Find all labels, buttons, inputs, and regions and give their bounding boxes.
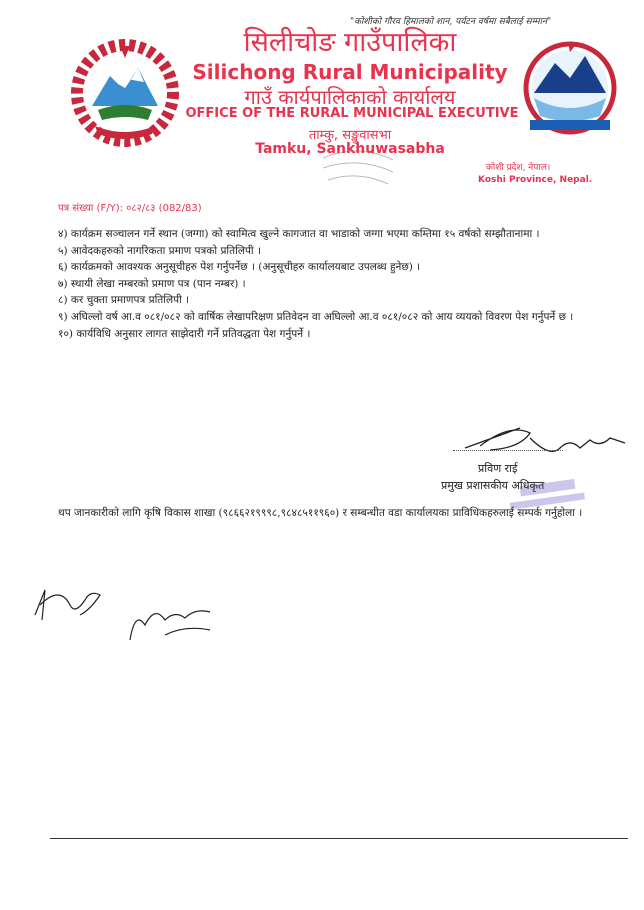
list-item: ८) कर चुक्ता प्रमाणपत्र प्रतिलिपी । [58,294,190,307]
second-signature-icon [125,600,220,645]
list-item: ४) कार्यक्रम सञ्चालन गर्ने स्थान (जग्गा) को स्वामित्व खुल्ने कागजात वा भाडाको जग्गा भएमा कम्तिमा १५ वर्षको सम्झौतानामा । [58,228,540,240]
municipality-name-np: सिलीचोङ गाउँपालिका [243,27,457,58]
municipality-logo-icon [520,38,620,143]
list-item: ५) आवेदकहरुको नागरिकता प्रमाण पत्रको प्रतिलिपी । [58,244,261,257]
office-name-np: गाउँ कार्यपालिकाको कार्यालय [244,85,456,109]
reference-number: पत्र संख्या (F/Y): ०८२/८३ (082/83) [58,203,202,214]
list-item: १०) कार्यविधि अनुसार लागत साझेदारी गर्ने प्रतिवद्धता पेश गर्नुपर्ने । [58,327,311,340]
requirements-list [58,226,618,342]
closing-note: थप जानकारीको लागि कृषि विकास शाखा (९८६६२१९९९८,९८४८५११९६०) र सम्बन्धीत वडा कार्यालयका प्राविधिकहरुलाई सम्पर्क गर्नुहोला । [58,507,583,519]
signatory-name: प्रविण राई [478,462,518,475]
province-np: कोशी प्रदेश, नेपाल। [486,163,551,173]
slogan: "कोशीको गौरव हिमालको शान, पर्यटन वर्षमा सबैलाई सम्मान" [350,17,552,27]
list-item: ९) अघिल्लो वर्ष आ.व ०८१/०८२ को वार्षिक लेखापरिक्षण प्रतिवेदन वा अघिल्लो आ.व ०८१/०८२ को आय व्ययको विवरण पेश गर्नुपर्ने छ । [58,310,574,323]
list-item: ६) कार्यक्रमको आवश्यक अनुसूचीहरु पेश गर्नुपर्नेछ । (अनुसूचीहरु कार्यालयबाट उपलब्ध हुनेछ) । [58,261,421,274]
municipality-name-en: Silichong Rural Municipality [192,60,508,84]
address-np: ताम्कु, सङ्खुवासभा [308,128,392,143]
list-item: ७) स्थायी लेखा नम्बरको प्रमाण पत्र (पान नम्बर) । [58,277,246,290]
signature-line [453,450,563,451]
footer-divider [50,838,628,839]
nepal-emblem-icon [70,38,180,148]
address-en: Tamku, Sankhuwasabha [255,141,445,157]
signature-icon [460,418,630,463]
initials-signature-icon [30,585,110,625]
office-name-en: OFFICE OF THE RURAL MUNICIPAL EXECUTIVE [185,106,519,121]
signatory-title: प्रमुख प्रशासकीय अधिकृत [441,479,545,492]
province-en: Koshi Province, Nepal. [478,175,593,185]
